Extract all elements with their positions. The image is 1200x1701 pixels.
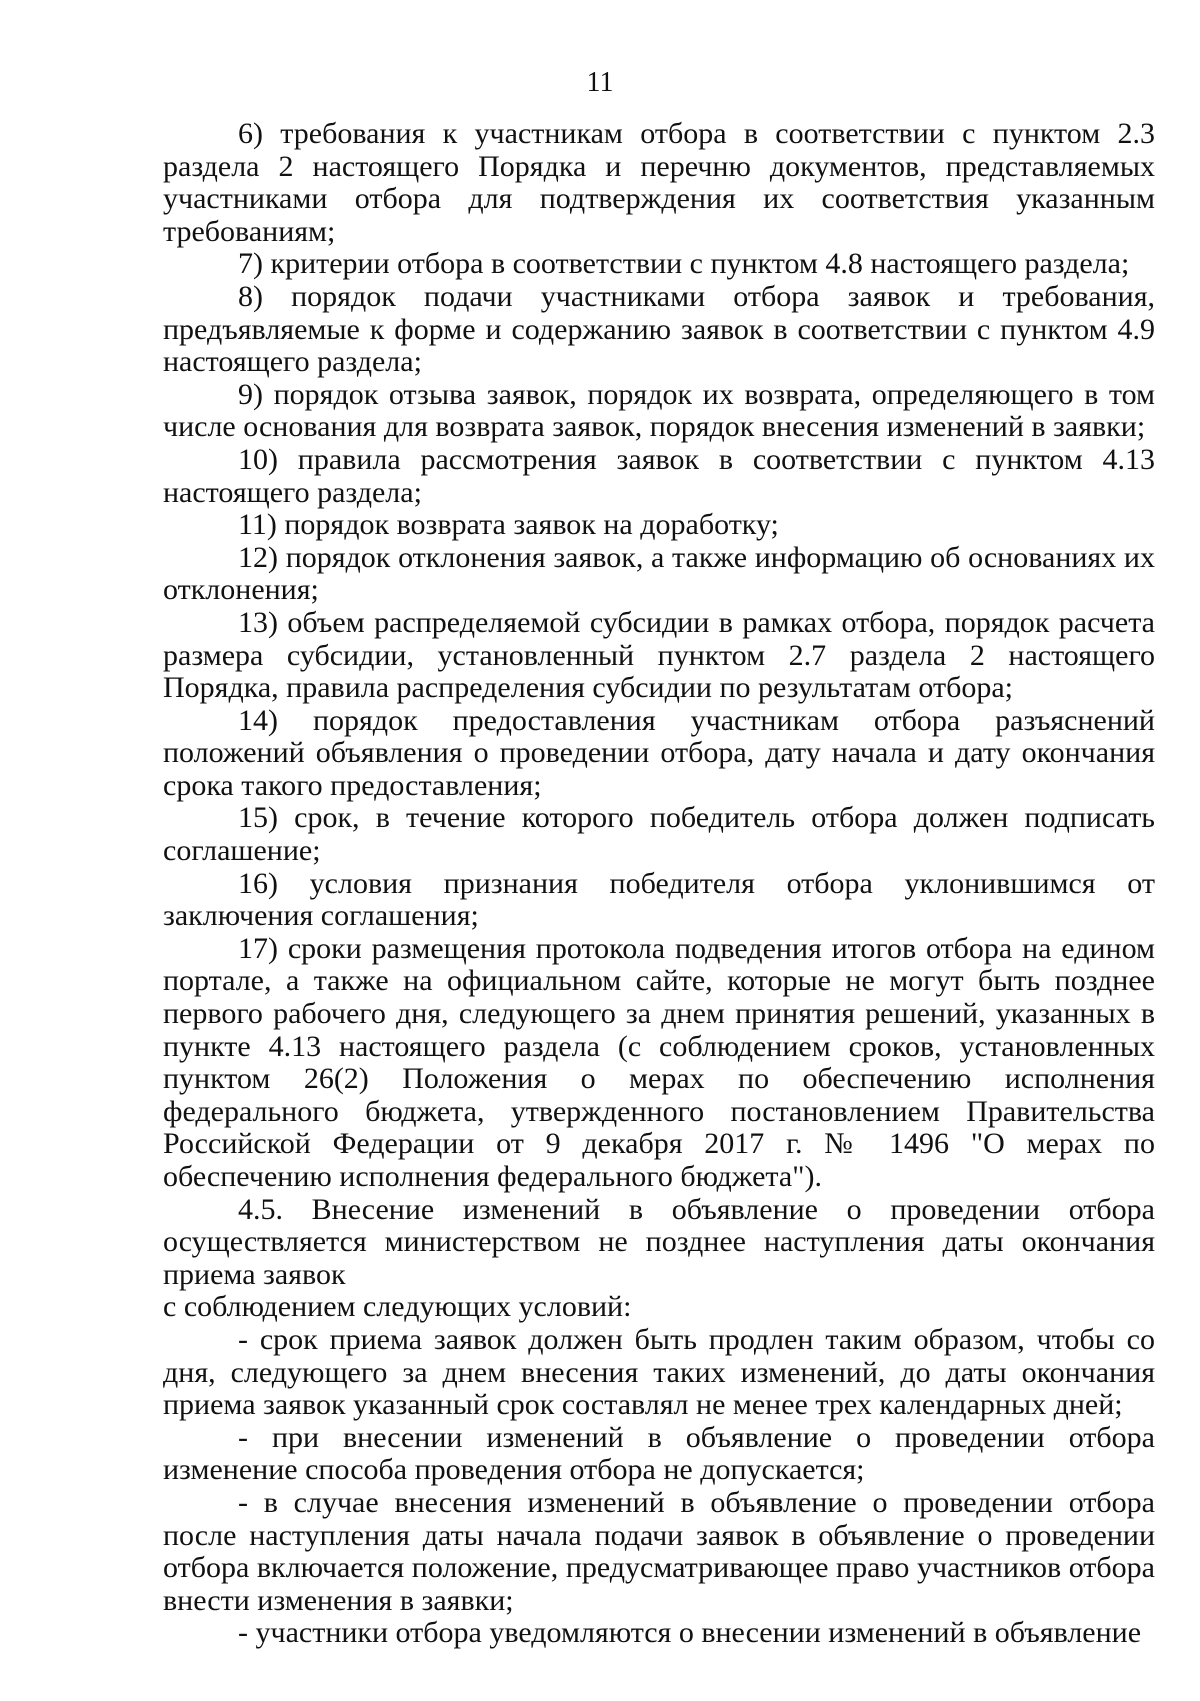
paragraph-condition-2: - при внесении изменений в объявление о проведении отбора изменение способа проведения отбора не допускается; xyxy=(163,1420,1155,1487)
paragraph-condition-4: - участники отбора уведомляются о внесении изменений в объявление xyxy=(238,1616,1142,1650)
paragraph-item-13: 13) объем распределяемой субсидии в рамках отбора, порядок расчета размера субсидии, установленный пунктом 2.7 раздела 2 настоящего Порядка, правила распределения субсидии по результатам отбора; xyxy=(163,605,1155,705)
paragraph-item-8: 8) порядок подачи участниками отбора заявок и требования, предъявляемые к форме и содержанию заявок в соответствии с пунктом 4.9 настоящего раздела; xyxy=(163,279,1155,379)
paragraph-item-11: 11) порядок возврата заявок на доработку; xyxy=(238,508,779,542)
paragraph-item-16: 16) условия признания победителя отбора уклонившимся от заключения соглашения; xyxy=(163,866,1155,933)
document-body xyxy=(163,118,1155,1650)
paragraph-section-4-5: 4.5. Внесение изменений в объявление о проведении отбора осуществляется министерством не позднее наступления даты окончания приема заявок xyxy=(163,1192,1155,1291)
paragraph-condition-1: - срок приема заявок должен быть продлен таким образом, чтобы со дня, следующего за днем внесения таких изменений, до даты окончания приема заявок указанный срок составлял не менее трех календарных дней; xyxy=(163,1322,1155,1422)
paragraph-item-10: 10) правила рассмотрения заявок в соответствии с пунктом 4.13 настоящего раздела; xyxy=(163,442,1155,509)
paragraph-item-12: 12) порядок отклонения заявок, а также информацию об основаниях их отклонения; xyxy=(163,540,1155,607)
page-number: 11 xyxy=(586,67,614,98)
paragraph-item-15: 15) срок, в течение которого победитель отбора должен подписать соглашение; xyxy=(163,801,1155,868)
paragraph-item-6: 6) требования к участникам отбора в соответствии с пунктом 2.3 раздела 2 настоящего Порядка и перечню документов, представляемых участниками отбора для подтверждения их соответствия указанным требованиям; xyxy=(163,117,1155,248)
paragraph-conditions-intro: с соблюдением следующих условий: xyxy=(163,1290,632,1324)
paragraph-item-7: 7) критерии отбора в соответствии с пунктом 4.8 настоящего раздела; xyxy=(238,247,1130,281)
paragraph-item-17: 17) сроки размещения протокола подведения итогов отбора на едином портале, а также на официальном сайте, которые не могут быть позднее первого рабочего дня, следующего за днем принятия решений, указанных в пункте 4.13 настоящего раздела (с соблюдением сроков, установленных пунктом 26(2) Положения о мерах по обеспечению исполнения федерального бюджета, утвержденного постановлением Правительства Российской Федерации от 9 декабря 2017 г. № 1496 "О мерах по обеспечению исполнения федерального бюджета"). xyxy=(163,931,1155,1193)
paragraph-item-9: 9) порядок отзыва заявок, порядок их возврата, определяющего в том числе основания для возврата заявок, порядок внесения изменений в заявки; xyxy=(163,377,1155,444)
paragraph-condition-3: - в случае внесения изменений в объявление о проведении отбора после наступления даты начала подачи заявок в объявление о проведении отбора включается положение, предусматривающее право участников отбора внести изменения в заявки; xyxy=(163,1485,1155,1617)
paragraph-item-14: 14) порядок предоставления участникам отбора разъяснений положений объявления о проведении отбора, дату начала и дату окончания срока такого предоставления; xyxy=(163,703,1155,802)
